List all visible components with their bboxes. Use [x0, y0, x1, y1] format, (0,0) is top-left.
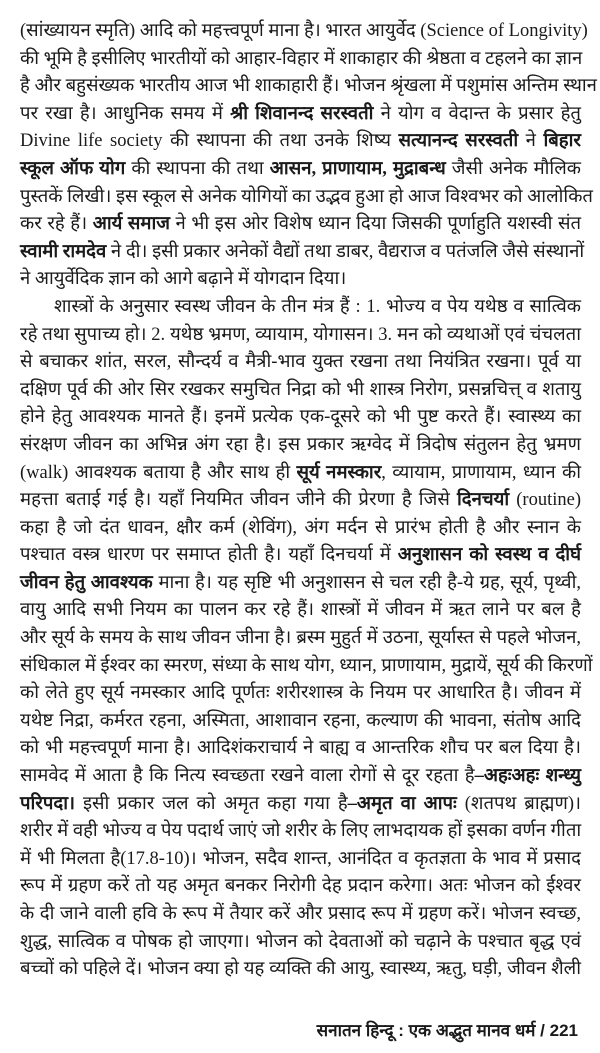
text-segment: को भी महत्त्वपूर्ण माना है। आदिशंकराचार्य ने बाह्य व आन्तरिक शौच पर बल दिया है।	[20, 738, 581, 759]
text-segment: के दी जाने वाली हवि के रूप में तैयार करें और प्रसाद रूप में ग्रहण करें। भोजन स्वच्छ,	[20, 904, 581, 924]
text-segment: ने आयुर्वेदिक ज्ञान को आगे बढ़ाने में योगदान दिया।	[20, 269, 347, 290]
text-line	[20, 708, 581, 736]
text-segment: पर रखा है। आधुनिक समय में	[20, 103, 231, 124]
text-segment: शास्त्रों के अनुसार स्वस्थ जीवन के तीन मंत्र हैं : 1. भोज्य व पेय यथेष्ठ व सात्विक	[54, 296, 581, 317]
text-segment: महत्ता बताई गई है। यहाँ नियमित जीवन जीने की प्रेरणा है जिसे	[20, 490, 457, 511]
text-line	[20, 239, 585, 267]
text-line	[20, 791, 581, 819]
text-segment: को लेते हुए सूर्य नमस्कार आदि पूर्णतः शरीरशास्त्र के नियम पर आधारित है। जीवन में	[20, 683, 581, 704]
bold-text-segment: जीवन हेतु आवश्यक	[20, 572, 153, 593]
text-line	[20, 680, 581, 708]
text-line	[20, 763, 581, 791]
page-number: 221	[549, 1021, 578, 1040]
text-segment: ने भी इस ओर विशेष ध्यान दिया जिसकी पूर्णाहुति यशस्वी संत	[169, 214, 582, 235]
text-line	[20, 432, 581, 460]
text-line	[20, 487, 581, 515]
text-line	[20, 818, 581, 846]
text-line	[20, 570, 581, 598]
running-title: सनातन हिन्दू : एक अद्भुत मानव धर्म	[316, 1021, 536, 1040]
text-line	[20, 735, 581, 763]
page-body-text	[20, 18, 597, 984]
text-line	[20, 597, 581, 625]
text-segment: रूप में ग्रहण करें तो यह अमृत बनकर निरोगी देह प्रदान करेगा। अतः भोजन को ईश्वर	[20, 876, 581, 897]
page-footer	[317, 1018, 578, 1041]
text-line	[20, 542, 581, 570]
text-segment: वायु आदि सभी नियम का पालन कर रहे हैं। शास्त्रों में जीवन में ऋत लाने पर बल है	[20, 600, 581, 621]
text-segment: संरक्षण जीवन का अभिन्न अंग रहा है। इस प्रकार ऋग्वेद में त्रिदोष संतुलन हेतु भ्रमण	[20, 434, 581, 455]
text-line	[20, 873, 581, 901]
bold-text-segment: अनुशासन को स्वस्थ व दीर्घ	[397, 545, 581, 566]
text-line	[20, 156, 581, 184]
text-segment: (walk) आवश्यक बताया है और साथ ही	[20, 462, 297, 483]
bold-text-segment: स्कूल ऑफ योग	[20, 158, 126, 179]
text-segment: रहे तथा सुपाच्य हो। 2. यथेष्ठ भ्रमण, व्यायाम, योगासन। 3. मन को व्यथाओं एवं चंचलता	[20, 324, 581, 345]
bold-text-segment: –अमृत वा आपः	[347, 793, 457, 814]
text-segment: (सांख्यायन स्मृति) आदि को महत्त्वपूर्ण माना है। भारत आयुर्वेद (Science of Longivity)	[20, 21, 588, 41]
text-segment: है और बहुसंख्यक भारतीय आज भी शाकाहारी हैं। भोजन श्रृंखला में पशुमांस अन्तिम स्थान	[20, 76, 597, 97]
text-segment: होने हेतु आवश्यक मानते हैं। इनमें प्रत्येक एक-दूसरे को भी पुष्ट करते हैं। स्वास्थ्य का	[20, 407, 581, 428]
bold-text-segment: दिनचर्या	[456, 490, 510, 511]
text-line	[20, 404, 581, 432]
text-line	[20, 184, 593, 212]
bold-text-segment: आसन, प्राणायाम, मुद्राबन्ध	[269, 158, 446, 179]
text-line	[20, 929, 581, 957]
text-segment: सामवेद में आता है कि नित्य स्वच्छता रखने वाला रोगों से दूर रहता है	[20, 766, 475, 787]
text-line	[20, 211, 581, 239]
text-segment: माना है। यह सृष्टि भी अनुशासन से चल रही है-ये ग्रह, सूर्य, पृथ्वी,	[152, 572, 581, 593]
text-segment: शरीर में वही भोज्य व पेय पदार्थ जाएं जो शरीर के लिए लाभदायक हों इसका वर्णन गीता	[20, 821, 582, 842]
text-segment: ने	[518, 131, 544, 152]
text-line	[20, 377, 581, 405]
text-line	[20, 515, 581, 543]
text-line	[20, 18, 588, 46]
text-line	[20, 846, 581, 874]
text-segment: पुस्तकें लिखी। इस स्कूल से अनेक योगियों का उद्भव हुआ हो आज विश्वभर को आलोकित	[20, 186, 593, 207]
text-segment: की स्थापना की तथा	[125, 158, 270, 179]
text-segment: ने दी। इसी प्रकार अनेकों वैद्यों तथा डाबर, वैद्यराज व पतंजलि जैसे संस्थानों	[106, 241, 585, 262]
text-segment: (शतपथ ब्राह्मण)।	[456, 793, 581, 814]
text-segment: ने योग व वेदान्त के प्रसार हेतु	[373, 103, 581, 124]
text-segment: (routine)	[509, 490, 581, 511]
bold-text-segment: –अहःअहः शन्ध्यु	[474, 766, 581, 787]
text-line	[20, 901, 581, 929]
text-segment: में भी मिलता है(17.8-10)। भोजन, सदैव शान्त, आनंदित व कृतज्ञता के भाव में प्रसाद	[20, 848, 581, 869]
text-line	[20, 349, 581, 377]
bold-text-segment: सूर्य नमस्कार	[296, 462, 382, 483]
text-line	[20, 322, 581, 350]
text-segment: Divine life society की स्थापना की तथा उनके शिष्य	[20, 131, 399, 152]
text-line	[20, 653, 593, 681]
text-segment: जैसी अनेक मौलिक	[445, 158, 581, 179]
text-segment: दक्षिण पूर्व की ओर सिर रखकर समुचित निद्रा को भी शास्त्र निरोग, प्रसन्नचित्त् व शतायु	[20, 379, 581, 400]
text-line	[20, 73, 597, 101]
text-segment: पश्चात वस्त्र धारण पर समाप्त होती है। यहाँ दिनचर्या में	[20, 545, 398, 566]
text-segment: यथेष्ट निद्रा, कर्मरत रहना, अस्मिता, आशावान रहना, कल्याण की भावना, संतोष आदि	[20, 710, 581, 731]
text-segment: बच्चों को पहिले दें। भोजन क्या हो यह व्यक्ति की आयु, स्वास्थ्य, ऋतु, घड़ी, जीवन शैली	[20, 959, 581, 980]
bold-text-segment: बिहार	[543, 131, 581, 152]
footer-separator: /	[535, 1021, 550, 1040]
text-line	[20, 294, 581, 322]
text-segment: कहा है जो दंत धावन, क्षौर कर्म (शेविंग), अंग मर्दन से प्रारंभ होती है और स्नान के	[20, 517, 581, 538]
bold-text-segment: श्री शिवानन्द सरस्वती	[230, 103, 374, 124]
text-line	[20, 266, 581, 294]
bold-text-segment: आर्य समाज	[92, 214, 170, 235]
text-line	[20, 101, 581, 129]
text-line	[20, 46, 581, 74]
text-segment: संधिकाल में ईश्वर का स्मरण, संध्या के साथ योग, ध्यान, प्राणायाम, मुद्रायें, सूर्य की किरणों	[20, 655, 593, 676]
text-segment: और सूर्य के समय के साथ जीवन जीना है। ब्रस्म मुहुर्त में उठना, सूर्यास्त से पहले भोजन,	[20, 628, 581, 649]
bold-text-segment: परिपदा।	[20, 793, 76, 814]
text-segment: , व्यायाम, प्राणायाम, ध्यान की	[381, 462, 581, 483]
bold-text-segment: सत्यानन्द सरस्वती	[398, 131, 519, 152]
text-line	[20, 128, 581, 156]
text-segment: इसी प्रकार जल को अमृत कहा गया है	[75, 793, 348, 814]
text-line	[20, 460, 581, 488]
bold-text-segment: स्वामी रामदेव	[20, 241, 107, 262]
text-segment: की भूमि है इसीलिए भारतीयों को आहार-विहार में शाकाहार की श्रेष्ठता व टहलने का ज्ञान	[20, 48, 583, 69]
text-line	[20, 625, 581, 653]
text-line	[20, 956, 581, 984]
text-segment: कर रहे हैं।	[20, 214, 93, 235]
text-segment: से बचाकर शांत, सरल, सौन्दर्य व मैत्री-भाव युक्त रखना तथा नियंत्रित रखना। पूर्व या	[20, 352, 581, 373]
text-segment: शुद्ध, सात्विक व पोषक हो जाएगा। भोजन को देवताओं को चढ़ाने के पश्चात बृद्ध एवं	[20, 931, 581, 952]
